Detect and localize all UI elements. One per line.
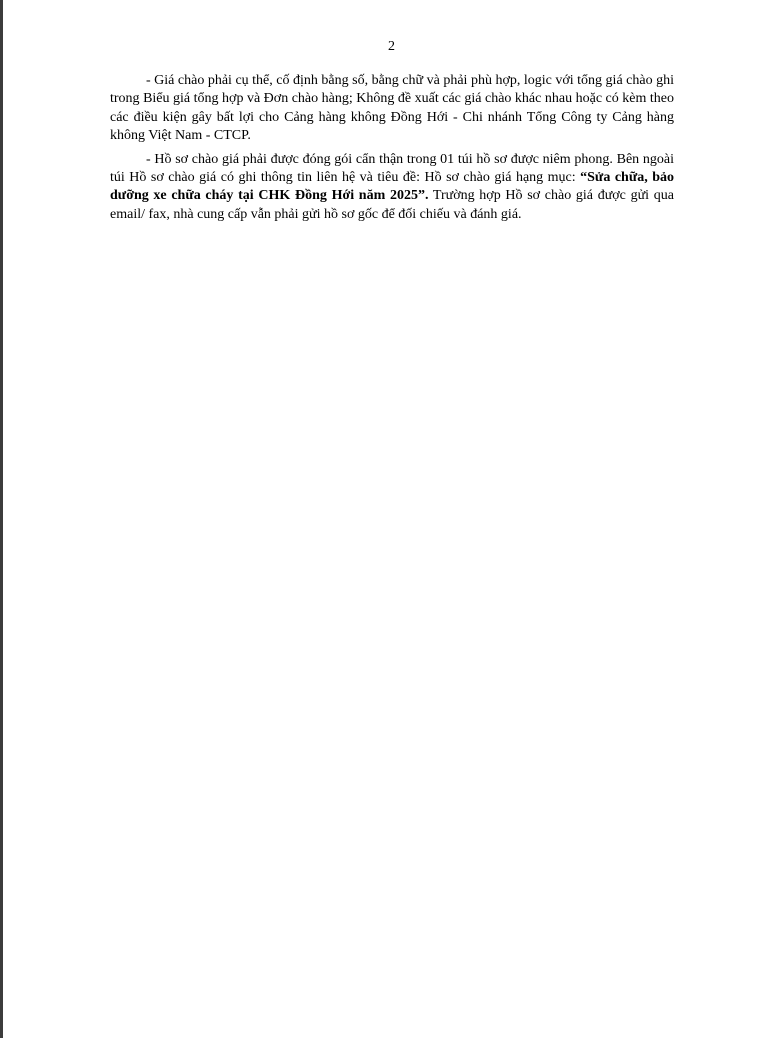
page-body <box>110 72 674 229</box>
paragraph-price-requirements: - Giá chào phải cụ thể, cố định bằng số, bằng chữ và phải phù hợp, logic với tổng giá chào ghi trong Biểu giá tổng hợp và Đơn chào hàng; Không đề xuất các giá chào khác nhau hoặc có kèm theo các điều kiện gây bất lợi cho Cảng hàng không Đồng Hới - Chi nhánh Tổng Công ty Cảng hàng không Việt Nam - CTCP. <box>110 73 674 144</box>
page-number: 2 <box>388 39 395 54</box>
packaging-text-before: - Hồ sơ chào giá phải được đóng gói cẩn thận trong 01 túi hồ sơ được niêm phong. Bên ngoài túi Hồ sơ chào giá có ghi thông tin liên hệ và tiêu đề: Hồ sơ chào giá hạng mục: <box>110 151 674 186</box>
packaging-text-after: Trường hợp Hồ sơ chào giá được gửi qua email/ fax, nhà cung cấp vẫn phải gửi hồ sơ gốc để đối chiếu và đánh giá. <box>110 188 674 222</box>
paragraph-packaging-requirements <box>110 151 674 225</box>
project-title: “Sửa chữa, bảo dưỡng xe chữa cháy tại CHK Đồng Hới năm 2025”. <box>110 170 675 204</box>
document-page <box>3 0 773 1038</box>
